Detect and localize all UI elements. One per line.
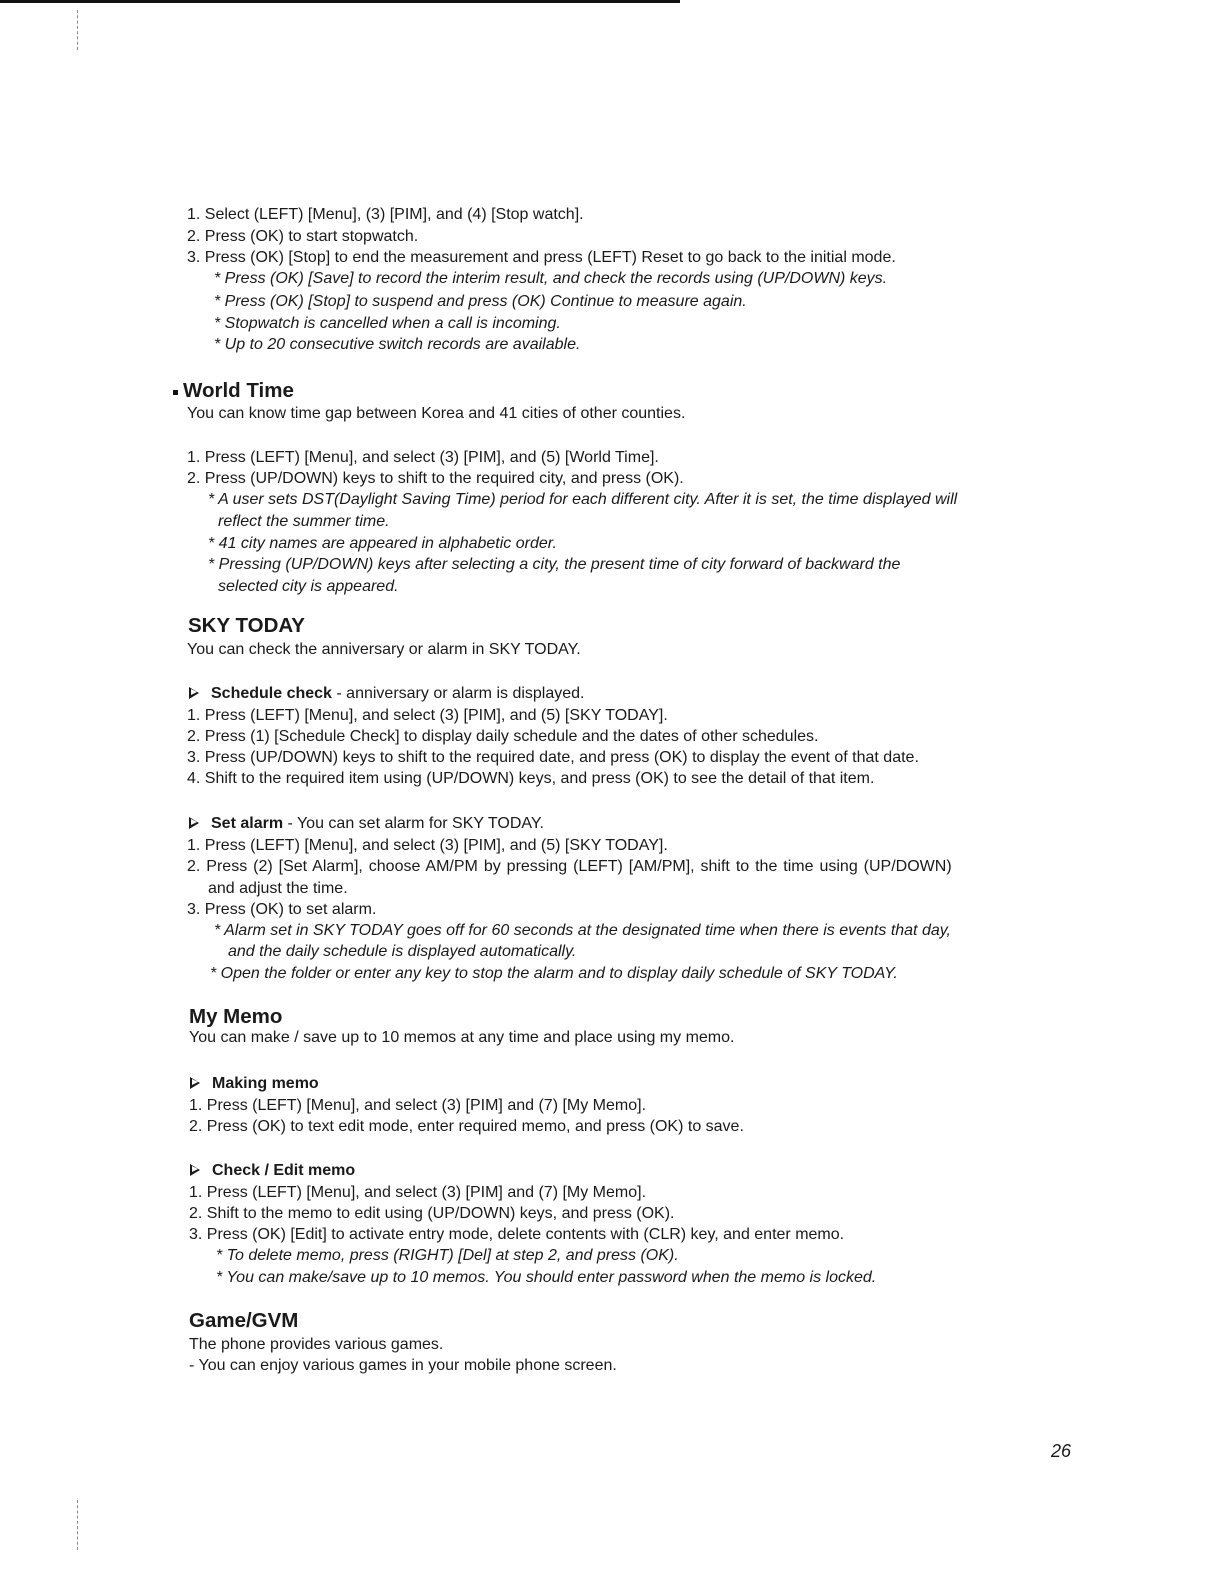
page-number: 26 [1051,1441,1072,1461]
stopwatch-note-4: * Up to 20 consecutive switch records are available. [214,336,581,353]
my-memo-intro: You can make / save up to 10 memos at any time and place using my memo. [189,1029,735,1046]
schedule-check-step-1: 1. Press (LEFT) [Menu], and select (3) [PIM], and (5) [SKY TODAY]. [187,707,668,724]
set-alarm-step-2: 2. Press (2) [Set Alarm], choose AM/PM by pressing (LEFT) [AM/PM], shift to the time using (UP/DOWN) [187,858,952,875]
stopwatch-step-2: 2. Press (OK) to start stopwatch. [187,228,419,245]
triangle-bullet-icon [190,1164,200,1176]
set-alarm-step-2-cont: and adjust the time. [208,880,348,897]
check-edit-memo-step-3: 3. Press (OK) [Edit] to activate entry mode, delete contents with (CLR) key, and enter memo. [189,1226,845,1243]
making-memo-step-2: 2. Press (OK) to text edit mode, enter required memo, and press (OK) to save. [189,1118,744,1135]
schedule-check-step-3: 3. Press (UP/DOWN) keys to shift to the required date, and press (OK) to display the event of that date. [187,749,919,766]
triangle-bullet-icon [189,817,199,829]
sky-today-intro: You can check the anniversary or alarm in SKY TODAY. [187,641,581,658]
world-time-heading [173,379,294,403]
set-alarm-step-3: 3. Press (OK) to set alarm. [187,901,377,918]
set-alarm-label: Set alarm [211,815,284,832]
stopwatch-note-3: * Stopwatch is cancelled when a call is incoming. [214,315,561,332]
game-gvm-line-2: - You can enjoy various games in your mobile phone screen. [189,1357,617,1374]
square-bullet-icon [173,390,178,395]
check-edit-memo-label: Check / Edit memo [212,1162,356,1179]
world-time-step-1: 1. Press (LEFT) [Menu], and select (3) [PIM], and (5) [World Time]. [187,449,659,466]
world-time-note-1: * A user sets DST(Daylight Saving Time) period for each different city. After it is set, the time displayed will [208,491,958,508]
stopwatch-step-3: 3. Press (OK) [Stop] to end the measurement and press (LEFT) Reset to go back to the initial mode. [187,249,896,266]
set-alarm-subheading [189,814,544,834]
making-memo-label: Making memo [212,1075,319,1092]
check-edit-memo-subheading [190,1161,355,1181]
top-rule [0,0,680,3]
triangle-bullet-icon [189,687,199,699]
making-memo-subheading [190,1074,319,1094]
margin-mark-bottom [77,1500,78,1550]
game-gvm-line-1: The phone provides various games. [189,1336,444,1353]
schedule-check-subheading [189,684,585,704]
world-time-title: World Time [183,379,294,402]
my-memo-title: My Memo [189,1005,283,1028]
world-time-note-2: * 41 city names are appeared in alphabetic order. [208,535,557,552]
check-edit-memo-note-2: * You can make/save up to 10 memos. You should enter password when the memo is locked. [216,1269,877,1286]
set-alarm-note-2: * Open the folder or enter any key to stop the alarm and to display daily schedule of SKY TODAY. [210,965,898,982]
world-time-step-2: 2. Press (UP/DOWN) keys to shift to the required city, and press (OK). [187,470,684,487]
sky-today-title: SKY TODAY [188,614,305,637]
making-memo-step-1: 1. Press (LEFT) [Menu], and select (3) [PIM] and (7) [My Memo]. [189,1097,647,1114]
check-edit-memo-step-2: 2. Shift to the memo to edit using (UP/DOWN) keys, and press (OK). [189,1205,675,1222]
world-time-note-3-cont: selected city is appeared. [218,578,399,595]
world-time-note-3: * Pressing (UP/DOWN) keys after selecting a city, the present time of city forward of backward the [208,556,901,573]
triangle-bullet-icon [190,1077,200,1089]
check-edit-memo-step-1: 1. Press (LEFT) [Menu], and select (3) [PIM] and (7) [My Memo]. [189,1184,647,1201]
world-time-intro: You can know time gap between Korea and 41 cities of other counties. [187,405,686,422]
schedule-check-label: Schedule check [211,685,332,702]
margin-mark-top [77,10,78,50]
stopwatch-note-1: * Press (OK) [Save] to record the interim result, and check the records using (UP/DOWN) keys. [214,270,888,287]
set-alarm-note-1-cont: and the daily schedule is displayed automatically. [228,943,577,960]
set-alarm-desc: - You can set alarm for SKY TODAY. [283,815,544,832]
set-alarm-note-1: * Alarm set in SKY TODAY goes off for 60 seconds at the designated time when there is events that day, [214,922,951,939]
schedule-check-step-2: 2. Press (1) [Schedule Check] to display daily schedule and the dates of other schedules. [187,728,819,745]
world-time-note-1-cont: reflect the summer time. [218,513,390,530]
stopwatch-note-2: * Press (OK) [Stop] to suspend and press (OK) Continue to measure again. [214,293,747,310]
check-edit-memo-note-1: * To delete memo, press (RIGHT) [Del] at step 2, and press (OK). [216,1247,679,1264]
set-alarm-step-1: 1. Press (LEFT) [Menu], and select (3) [PIM], and (5) [SKY TODAY]. [187,837,668,854]
schedule-check-desc: - anniversary or alarm is displayed. [331,685,585,702]
game-gvm-title: Game/GVM [189,1309,299,1332]
schedule-check-step-4: 4. Shift to the required item using (UP/DOWN) keys, and press (OK) to see the detail of that item. [187,770,875,787]
stopwatch-step-1: 1. Select (LEFT) [Menu], (3) [PIM], and (4) [Stop watch]. [187,206,584,223]
